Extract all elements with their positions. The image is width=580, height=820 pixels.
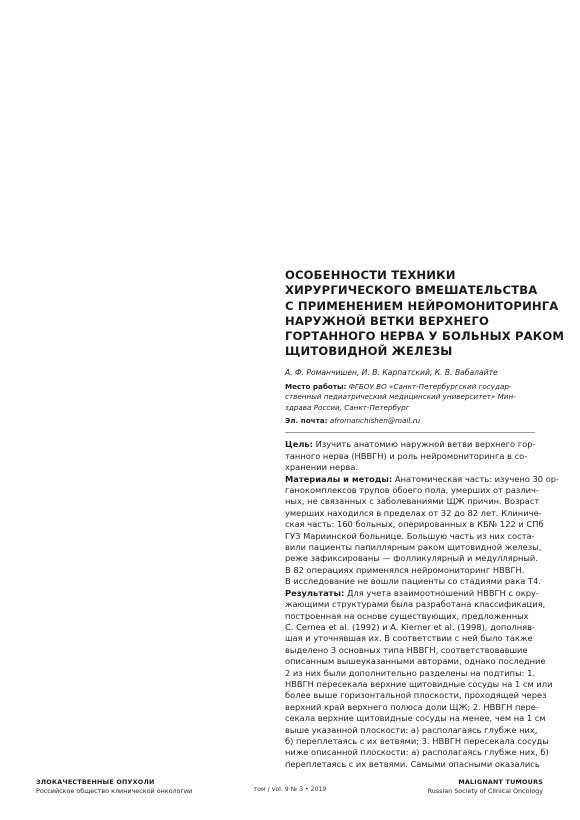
affiliation-line: ственный педиатрический медицинский университет» Мин- <box>285 392 516 402</box>
title-line: ЩИТОВИДНОЙ ЖЕЛЕЗЫ <box>285 344 453 359</box>
society-name-en: Russian Society of Clinical Oncology <box>427 786 543 795</box>
abstract-line: В 82 операциях применялся нейромониторинг НВВГН. <box>285 564 525 575</box>
abstract-line: ская часть: 160 больных, оперированных в КБ№ 122 и СПб <box>285 519 544 530</box>
footer-journal-en <box>428 778 543 795</box>
abstract-line: описанным вышеуказанными авторами, однако последние <box>285 656 546 667</box>
abstract-line: Анатомическая часть: изучено 30 ор- <box>392 473 560 484</box>
abstract-line: ганокомплексов трупов обоего пола, умерших от различ- <box>285 485 539 496</box>
abstract-line: Изучить анатомию наружной ветви верхнего гор- <box>312 439 536 450</box>
goal-label: Цель: <box>285 439 313 450</box>
abstract-line: шая и уточнявшая их. В соответствии с ней было также <box>285 633 533 644</box>
affiliation <box>285 382 535 413</box>
abstract-line: реже зафиксированы — фолликулярный и медуллярный. <box>285 553 538 564</box>
abstract-line: построенная на основе существующих, предложенных <box>285 610 529 621</box>
title-line: ГОРТАННОГО НЕРВА У БОЛЬНЫХ РАКОМ <box>285 329 565 344</box>
abstract-line: верхний край верхнего полюса доли ЩЖ; 2. НВВГН пере- <box>285 701 539 712</box>
abstract-line: секала верхние щитовидные сосуды на менее, чем на 1 см <box>285 713 546 724</box>
abstract <box>285 439 560 770</box>
article-title <box>285 268 565 360</box>
results-label: Результаты: <box>285 587 345 598</box>
article-block <box>285 268 565 770</box>
abstract-line: C. Cernea et al. (1992) и A. Kierner et al. (1998), дополняв- <box>285 621 536 632</box>
abstract-line: более выше горизонтальной плоскости, проходящей через <box>285 690 547 701</box>
abstract-line: В исследование не вошли пациенты со стадиями рака Т4. <box>285 576 541 587</box>
abstract-line: переплетаясь с их ветвями. Самыми опасными оказались <box>285 758 540 769</box>
title-line: ХИРУРГИЧЕСКОГО ВМЕШАТЕЛЬСТВА <box>285 283 538 298</box>
abstract-line: выше указанной плоскости: а) располагаясь глубже них, <box>285 724 538 735</box>
title-line: НАРУЖНОЙ ВЕТКИ ВЕРХНЕГО <box>285 313 489 328</box>
title-line: ОСОБЕННОСТИ ТЕХНИКИ <box>285 268 456 282</box>
abstract-line: умерших находился в пределах от 32 до 82 лет. Клиниче- <box>285 507 542 518</box>
email-address[interactable]: afromanchishen@mail.ru <box>329 416 421 425</box>
email-label: Эл. почта: <box>285 416 328 425</box>
section-divider <box>285 432 535 433</box>
title-line: С ПРИМЕНЕНИЕМ НЕЙРОМОНИТОРИНГА <box>285 298 559 313</box>
author-list: А. Ф. Романчишен, И. В. Карпатский, К. В. Вабалайте <box>285 367 498 377</box>
journal-name-ru: ЗЛОКАЧЕСТВЕННЫЕ ОПУХОЛИ <box>36 778 155 786</box>
affiliation-line: здрава России, Санкт-Петербург <box>285 402 410 412</box>
journal-name-en: MALIGNANT TUMOURS <box>458 778 543 786</box>
affiliation-label: Место работы: <box>285 381 347 391</box>
abstract-line: 2 из них были дополнительно разделены на подтипы: 1. <box>285 667 535 678</box>
society-name-ru: Российское общество клинической онкологии <box>36 786 193 795</box>
affiliation-line: ФГБОУ ВО «Санкт-Петербургский государ- <box>348 381 512 391</box>
abstract-line: вили пациенты папиллярным раком щитовидной железы, <box>285 542 542 553</box>
abstract-line: ниже описанной плоскости: а) располагаясь глубже них, б) <box>285 747 549 758</box>
abstract-line: хранении нерва. <box>285 462 359 473</box>
methods-label: Материалы и методы: <box>285 473 393 484</box>
abstract-line: жающими структурами была разработана классификация, <box>285 599 546 610</box>
contact-email <box>285 416 535 426</box>
abstract-line: Для учета взаимоотношений НВВГН с окру- <box>344 587 539 598</box>
abstract-line: ГУЗ Мариинской больнице. Большую часть из них соста- <box>285 530 535 541</box>
abstract-line: б) переплетаясь с их ветвями; 3. НВВГН пересекала сосуды <box>285 735 549 746</box>
abstract-line: танного нерва (НВВГН) и роль нейромониторинга в со- <box>285 450 528 461</box>
abstract-line: НВВГН пересекала верхние щитовидные сосуды на 1 см или <box>285 678 553 689</box>
abstract-line: выделено 3 основных типа НВВГН, соответствовавшие <box>285 644 528 655</box>
abstract-line: ных, не связанных с заболеваниями ЩЖ причин. Возраст <box>285 496 540 507</box>
issue-info: том / vol. 9 № 3 • 2019 <box>253 786 327 793</box>
